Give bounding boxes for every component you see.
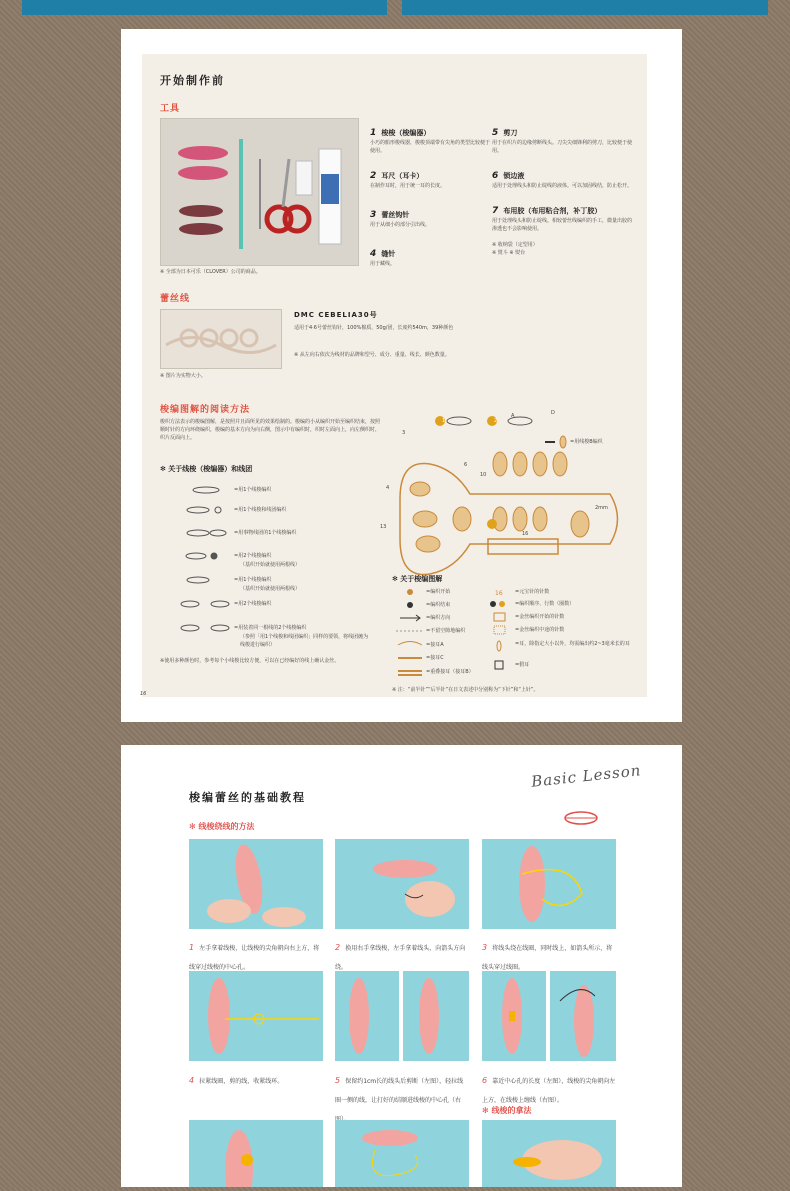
legend-gold-start: =金丝编织开始的针数: [515, 614, 565, 620]
step-photo-6b: [550, 971, 616, 1061]
diagram-label-6: 6: [464, 462, 468, 468]
tool-desc: 用于藏线。: [370, 261, 396, 267]
shuttle-pink-2: [178, 166, 228, 180]
tatting-pattern-diagram: [380, 409, 630, 579]
legend-picot: =耳，除指定大小以外，均需编出约2~3毫米长的耳: [515, 641, 630, 647]
tool-number: 4: [370, 249, 377, 259]
page-title: 开始制作前: [160, 74, 225, 87]
step-number: 1: [189, 943, 195, 952]
tools-photo-note: ※ 全部为日本可乐（CLOVER）公司的商品。: [160, 269, 261, 275]
ring-1: [493, 452, 507, 476]
legend-start: =编织开始: [426, 589, 451, 595]
tool-number: 5: [492, 128, 499, 138]
step-2: [335, 935, 469, 973]
tool-name: 耳尺（耳卡）: [381, 172, 424, 180]
read-desc: 梭织方法表示的梭编图解，是按照并且面所见的效果绘制的。梭编的小从编织开始至编织结束，按照顺时针的方向环绕编织，梭编的基本方向为向右侧，图示中有编织时，织时左面向上，向左侧织时，织片反面向上。: [160, 419, 381, 441]
shuttle-brown-2: [179, 223, 223, 235]
svg-text:16: 16: [495, 590, 503, 597]
page-inner: [142, 54, 647, 697]
page-number: 16: [140, 691, 147, 697]
shuttle-brown-1: [179, 205, 223, 217]
top-image-strip-right: [402, 0, 768, 15]
legend-gold-middle: =金丝编织中途的针数: [515, 627, 565, 633]
legend-order: =编织顺序、行数（圈数）: [515, 601, 575, 607]
shuttle-logo-icon: [561, 803, 601, 833]
step-text: 保留约1cm长的线头后剪断（左图），轻拉线圈一侧的线，让打好的结顺进线梭的中心孔（右: [335, 1078, 464, 1104]
step-text: 左手拿着线梭，让线梭的尖角朝向右上方，将线穿过线梭的中心孔。: [189, 945, 320, 971]
legend-left-note: ※使用多种颜色时，参考每个小线梭比较方便，可以在已经编好的线上确认金丝。: [160, 658, 340, 664]
tools-list-col2: [492, 120, 632, 257]
read-heading: 梭编图解的阅读方法: [160, 405, 251, 415]
ring-8: [571, 511, 589, 537]
ring-2: [513, 452, 527, 476]
thread-desc: 适用于4·6号蕾丝钩针，100%棉质，50g/团，长度约540m，39种颜色: [294, 325, 454, 331]
legend-join-a: =接耳A: [426, 642, 444, 648]
step-text: 靠近中心孔的长度（左图），线梭的尖角朝向左上方，在线梭上缠线（右图）。: [482, 1078, 616, 1104]
step-number: 6: [482, 1076, 488, 1085]
legend-no-gap: =不留空隙地编织: [426, 628, 466, 634]
legend-shuttle-4-note: （基织开始就使用两根线）: [240, 562, 301, 568]
legend-end: =编织结束: [426, 602, 451, 608]
script-title: Basic Lesson: [530, 761, 643, 791]
tool-item: [492, 120, 632, 155]
tool-item: [370, 120, 490, 155]
lace-sample: [161, 310, 281, 368]
tool-number: 1: [370, 128, 377, 138]
tool-name: 缝针: [381, 250, 396, 258]
thread-note: ※ 从左向右依次为线材的品牌和型号、成分、重量、线长、颜色数量。: [294, 352, 450, 358]
section-winding: ✻ 线梭绕线的方法: [189, 822, 255, 831]
tool-desc: 用于处理线头和防止绽线。相较蕾丝线编织的手工，微量出胶的渗透也不会影响使用。: [492, 218, 633, 232]
legend-shuttle-5: =用1个线梭编织: [234, 577, 272, 583]
page2-title: 梭编蕾丝的基础教程: [189, 791, 306, 804]
section-holding: ✻ 线梭的拿法: [482, 1106, 532, 1115]
tools-extra-2: ※ 熨斗 ※ 熨台: [492, 250, 526, 256]
tools-extra-1: ※ 收纳袋（定型用）: [492, 242, 538, 248]
ring-12: [410, 482, 430, 496]
shuttle-legend-icons: [176, 484, 231, 664]
tool-desc: 适用于处理线头和防止绽线的液体。可以加固线结，防止松开。: [492, 183, 633, 189]
step-text: 将线头绕在线圈，同时线上，如箭头所示，将线头穿过线圈。: [482, 945, 613, 971]
ring-4: [553, 452, 567, 476]
legend-shuttle-7-note: （参照「用1个线梭和线团编织」同样的要领，将线团缠为线梭进行编织）: [240, 634, 369, 648]
thread-sample-photo: [160, 309, 282, 369]
top-image-strip-left: [22, 0, 387, 15]
step-photo-5b: [403, 971, 469, 1061]
tool-number: 7: [492, 206, 499, 216]
step-number: 3: [482, 943, 488, 952]
ring-3: [533, 452, 547, 476]
step-photo-6a: [482, 971, 546, 1061]
step-photo-9: [482, 1120, 616, 1187]
legend-shuttle-5-note: （基织开始就使用两根线）: [240, 586, 301, 592]
diagram-label-2: 2: [494, 418, 498, 424]
ring-11: [416, 536, 440, 552]
shuttle-pink-1: [178, 146, 228, 160]
tool-name: 蕾丝钩针: [381, 211, 410, 219]
shuttle-icon-1: [447, 417, 471, 425]
chart-note: ※ 注：“前半针”“后半针”在日文表述中分别称为“下针”和“上针”。: [392, 687, 539, 693]
tools-heading: 工具: [160, 104, 181, 114]
chart-legend-a-icons: [392, 588, 424, 684]
step-number: 2: [335, 943, 341, 952]
tools-list-col1: [370, 120, 490, 268]
step-text: 拉紧线圈，剪的线，收紧线环。: [199, 1078, 284, 1085]
shuttle-heading: ✻ 关于线梭（梭编器）和线团: [160, 465, 253, 473]
diagram-label-13: 13: [380, 524, 387, 530]
tool-number: 6: [492, 171, 499, 181]
tool-item: [492, 198, 632, 233]
crochet-hook: [239, 139, 243, 249]
tool-desc: 小巧的船形梭线器，梭梭顶端带有尖角的类型比较便于使用。: [370, 140, 491, 154]
diagram-label-shuttle-b: =用线梭B编织: [570, 439, 603, 445]
tool-desc: 用于从细小的部分引出线。: [370, 222, 431, 228]
step-photo-8: [335, 1120, 469, 1187]
diagram-label-16: 16: [522, 531, 529, 537]
tools-illustration: [161, 119, 358, 265]
needle: [259, 159, 261, 229]
step-photo-1: [189, 839, 323, 929]
legend-shuttle-3: =用事物线团的1个线梭编织: [234, 530, 297, 536]
step-photo-2: [335, 839, 469, 929]
diagram-label-d: D: [551, 410, 555, 416]
start-marker-3: [487, 519, 497, 529]
step-photo-3: [482, 839, 616, 929]
tools-photo: [160, 118, 359, 266]
diagram-label-4: 4: [386, 485, 390, 491]
tool-name: 剪刀: [503, 129, 518, 137]
legend-direction: =编织方向: [426, 615, 451, 621]
tool-name: 布用胶（布用粘合剂，补丁胶）: [503, 207, 602, 215]
legend-shuttle-1: =用1个线梭编织: [234, 487, 272, 493]
fray-check-bottle: [296, 161, 312, 195]
legend-shuttle-2: =用1个线梭和线团编织: [234, 507, 287, 513]
tool-name: 锁边液: [503, 172, 525, 180]
step-photo-7: [189, 1120, 323, 1187]
step-photo-5a: [335, 971, 399, 1061]
diagram-label-1: 1: [442, 418, 446, 424]
thread-photo-note: ※ 图片为实物大小。: [160, 373, 206, 379]
step-photo-4: [189, 971, 323, 1061]
step-6: [482, 1068, 616, 1106]
legend-shuttle-7: =用装着同一根线的2个线梭编织: [234, 625, 307, 631]
tool-name: 梭梭（梭编器）: [381, 129, 431, 137]
tool-item: [370, 241, 490, 268]
step-number: 4: [189, 1076, 195, 1085]
glue-label: [321, 174, 339, 204]
tool-item: [370, 202, 490, 229]
tool-number: 2: [370, 171, 377, 181]
diagram-bar: [488, 539, 558, 554]
tool-desc: 用于在织片的边缘剪断线头。刀尖尖细锋利的剪刀，比较便于使用。: [492, 140, 633, 154]
step-5: [335, 1068, 469, 1125]
step-number: 5: [335, 1076, 341, 1085]
ring-9: [453, 507, 471, 531]
diagram-label-a: A: [511, 413, 515, 419]
tool-item: [370, 163, 490, 190]
diagram-label-10: 10: [480, 472, 487, 478]
scissors-blade: [283, 159, 289, 207]
thread-name: DMC CEBELIA30号: [294, 311, 378, 319]
tool-item: [492, 163, 632, 190]
page-before-making: [121, 29, 682, 722]
legend-stitch-count: =元宝针的针数: [515, 589, 550, 595]
legend-shuttle-6: =用2个线梭编织: [234, 601, 272, 607]
legend-ring-b: [560, 436, 566, 448]
step-4: [189, 1068, 323, 1087]
legend-join-b: =重叠接耳（接耳B）: [426, 669, 474, 675]
ring-6: [513, 507, 527, 531]
lace-heading: 蕾丝线: [160, 294, 191, 304]
page-basic-lesson: [121, 745, 682, 1187]
step-text: 换用右手拿线梭，左手拿着线头，向箭头方向绕。: [335, 945, 466, 971]
diagram-label-3: 3: [402, 430, 406, 436]
legend-false-picot: =假耳: [515, 662, 530, 668]
diagram-label-2mm: 2mm: [595, 505, 608, 511]
legend-shuttle-4: =用2个线梭编织: [234, 553, 272, 559]
step-1: [189, 935, 323, 973]
step-3: [482, 935, 616, 973]
ring-10: [413, 511, 437, 527]
tool-desc: 在制作耳时，用于统一耳的长度。: [370, 183, 446, 189]
ring-7: [533, 507, 547, 531]
legend-join-c: =接耳C: [426, 655, 444, 661]
chart-legend-b-icons: [487, 588, 515, 674]
chart-legend-heading: ✻ 关于梭编图解: [392, 575, 443, 583]
tool-number: 3: [370, 210, 377, 220]
